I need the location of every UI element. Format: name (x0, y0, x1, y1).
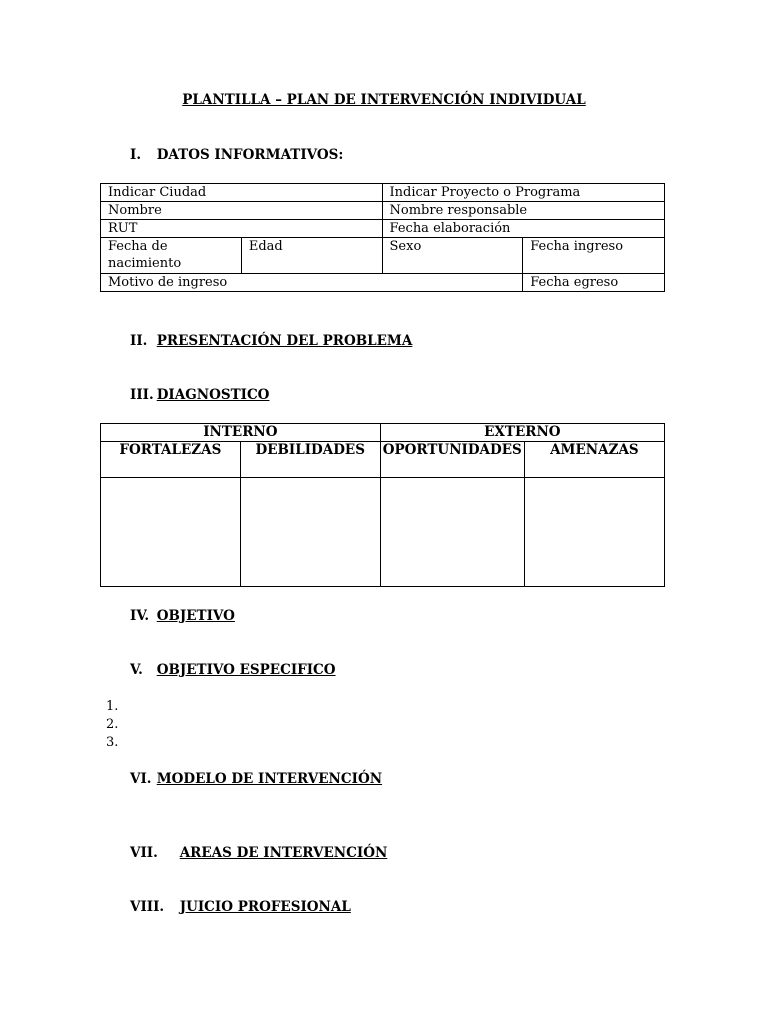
section-objetivo-especifico (130, 662, 336, 678)
section-number: VII. (130, 845, 158, 861)
cell-debilidades (240, 478, 380, 587)
section-label: OBJETIVO ESPECIFICO (156, 662, 336, 678)
cell-proyecto: Indicar Proyecto o Programa (382, 184, 664, 202)
cell-sexo: Sexo (382, 238, 523, 274)
info-table (100, 183, 665, 292)
list-item: 1. (106, 699, 119, 714)
cell-edad: Edad (241, 238, 382, 274)
cell-nombre-responsable: Nombre responsable (382, 202, 664, 220)
section-objetivo (130, 608, 235, 624)
cell-fortalezas (101, 478, 241, 587)
cell-amenazas (524, 478, 664, 587)
cell-fecha-ingreso: Fecha ingreso (523, 238, 665, 274)
section-number: II. (130, 333, 148, 349)
header-debilidades: DEBILIDADES (240, 442, 380, 478)
section-presentacion-problema (130, 333, 412, 349)
section-label: OBJETIVO (156, 608, 235, 624)
cell-fecha-egreso: Fecha egreso (523, 274, 665, 292)
section-areas-intervencion (130, 845, 387, 861)
specific-objectives-list (106, 698, 118, 752)
section-juicio-profesional (130, 899, 351, 915)
cell-oportunidades (380, 478, 524, 587)
section-number: III. (130, 387, 154, 403)
section-number: I. (130, 147, 142, 163)
header-oportunidades: OPORTUNIDADES (380, 442, 524, 478)
section-number: V. (130, 662, 143, 678)
header-fortalezas: FORTALEZAS (101, 442, 241, 478)
section-label: MODELO DE INTERVENCIÓN (156, 771, 383, 787)
header-amenazas: AMENAZAS (524, 442, 664, 478)
section-label: AREAS DE INTERVENCIÓN (179, 845, 388, 861)
section-diagnostico (130, 387, 269, 403)
section-label: DATOS INFORMATIVOS: (156, 147, 344, 163)
section-label: JUICIO PROFESIONAL (179, 899, 351, 915)
cell-motivo-ingreso: Motivo de ingreso (101, 274, 523, 292)
document-title: PLANTILLA – PLAN DE INTERVENCIÓN INDIVIDUAL (182, 92, 586, 108)
cell-rut: RUT (101, 220, 383, 238)
header-interno: INTERNO (101, 424, 381, 442)
section-number: IV. (130, 608, 150, 624)
section-number: VI. (130, 771, 152, 787)
diagnostic-table (100, 423, 665, 587)
section-modelo-intervencion (130, 771, 382, 787)
list-item: 3. (106, 735, 119, 750)
cell-fecha-elaboracion: Fecha elaboración (382, 220, 664, 238)
section-label: DIAGNOSTICO (156, 387, 270, 403)
cell-fecha-nacimiento: Fecha de nacimiento (101, 238, 242, 274)
header-externo: EXTERNO (380, 424, 664, 442)
list-item: 2. (106, 717, 119, 732)
section-datos-informativos (130, 147, 343, 163)
cell-nombre: Nombre (101, 202, 383, 220)
section-label: PRESENTACIÓN DEL PROBLEMA (156, 333, 413, 349)
section-number: VIII. (130, 899, 165, 915)
cell-ciudad: Indicar Ciudad (101, 184, 383, 202)
